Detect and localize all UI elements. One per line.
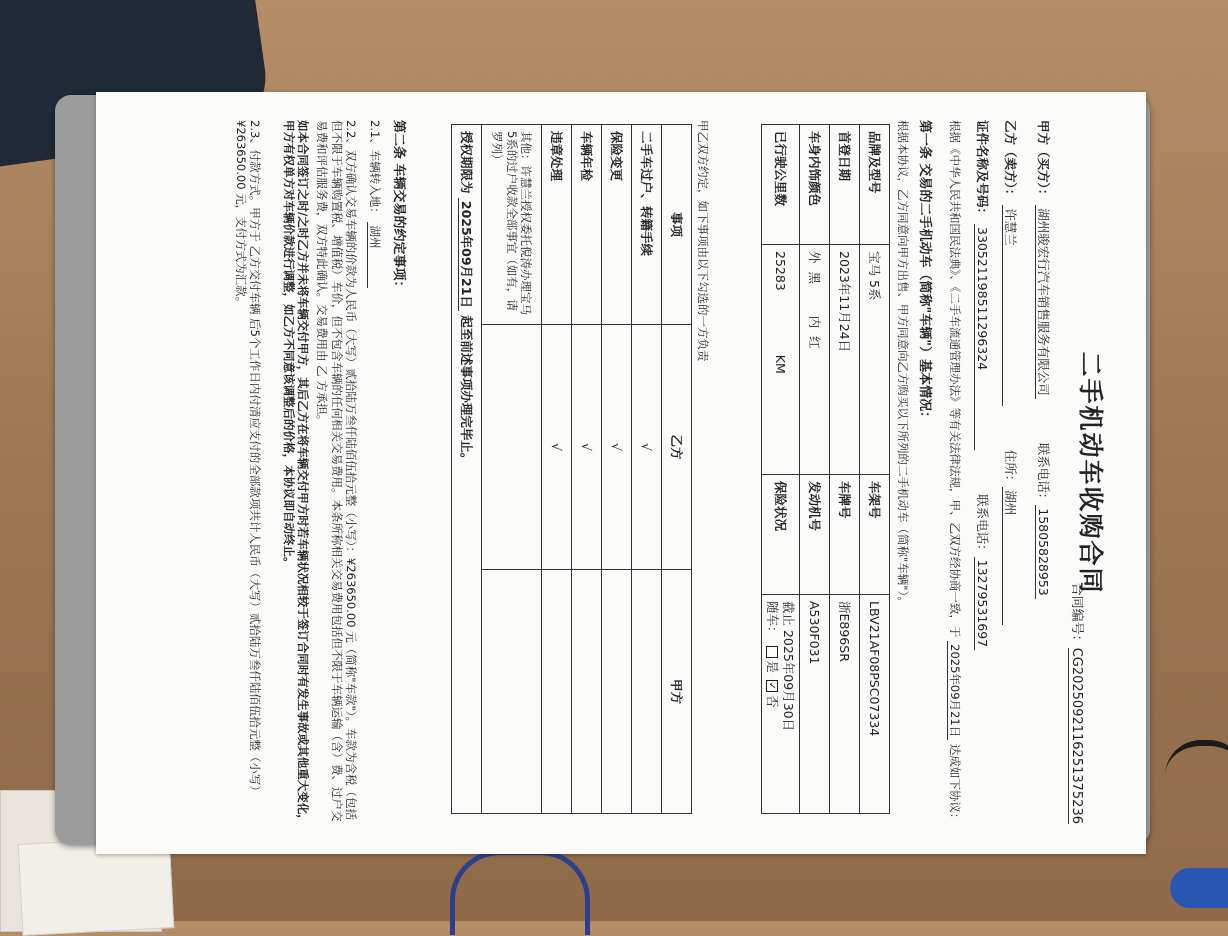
- clause-2-2-bold: 如本合同签订之时/之时乙方并未将车辆交付甲方，其后乙方在将车辆交付甲方时若车辆状况相较于签订合同时有发生事故或其他重大变化，甲方有权单方对车辆价款进行调整，如乙方不同意该调整后的价格，本协议即自动终止。: [281, 120, 310, 826]
- contract-document: [96, 92, 1146, 854]
- mileage-value: 25283: [773, 251, 789, 291]
- insurance-label: 保险状况: [761, 475, 799, 595]
- vehicle-table: [761, 124, 890, 814]
- duty-item: 保险变更: [602, 125, 632, 325]
- engine-label: 发动机号: [800, 475, 830, 595]
- deadline-label: 授权期限为: [459, 131, 475, 194]
- party-b-phone: 13279531697: [974, 557, 990, 650]
- insurance-transfer: [765, 601, 781, 807]
- header-party-a: 甲方: [662, 570, 692, 814]
- vin-value: LBV21AF08PSC07334: [860, 595, 890, 814]
- brand-value: 宝马 5系: [860, 245, 890, 475]
- duty-a-check: [572, 570, 602, 814]
- table-row: [482, 125, 542, 814]
- deadline-value: 2025年09月21日: [458, 198, 474, 311]
- duty-b-check: √: [632, 325, 662, 570]
- party-a-phone: 15805828953: [1035, 505, 1051, 598]
- id-number: 330521198511296324: [974, 224, 990, 450]
- reg-date-label: 首登日期: [830, 125, 860, 245]
- party-b-row: [1002, 120, 1018, 625]
- duty-table: [451, 124, 692, 814]
- clause-2-2: 2.2、双方确认交易车辆的价款为人民币（大写）贰拾陆万叁仟陆佰伍拾元整（小写）：¥263650.00 元（简称"车款"）。车款为含税（包括但不限于车辆购置税、增值税）车价，但不包含车辆的任何相关交易费用。本条所称相关交易费用包括但不限于车辆运输（含）费、过户交易费和评估服务费，双方特此确认。交易费用由 乙 方承担。: [315, 120, 358, 822]
- table-row: [602, 125, 632, 814]
- clause-2-1: [368, 120, 382, 288]
- party-a-name: 湖州骏宏行汽车销售服务有限公司: [1035, 205, 1051, 399]
- insurance-transfer-label: 随车：: [765, 601, 781, 639]
- insurance-until: 截止 2025年09月30日: [781, 601, 796, 732]
- color-value: 外 黑 内 红: [800, 245, 830, 475]
- duty-item-other: 其他：许慧兰授权委托倪涛办理宝马5系的过户收款全部事宜（如有，请罗列）: [482, 125, 542, 325]
- plate-value: 浙E896SR: [830, 595, 860, 814]
- article2-title: 第二条 车辆交易的约定事项：: [391, 120, 406, 294]
- contract-paper: [96, 92, 1146, 854]
- clause-2-1-label: 2.1、车辆转入地：: [368, 120, 382, 219]
- party-a-label: 甲方（买方）：: [1036, 120, 1051, 202]
- insurance-cell: [761, 595, 799, 814]
- table-row: [830, 125, 860, 814]
- duty-a-check: [632, 570, 662, 814]
- article1-intro: 根据本协议，乙方同意向甲方出售、甲方同意向乙方购买以下所列的二手机动车（简称"车辆"）。: [896, 120, 910, 608]
- table-row: [542, 125, 572, 814]
- table-row: [860, 125, 890, 814]
- duty-item: 违章处理: [542, 125, 572, 325]
- duty-a-check: [602, 570, 632, 814]
- checkbox-no[interactable]: ✓: [765, 681, 777, 691]
- contract-number: [1068, 583, 1084, 824]
- duty-b-check: √: [572, 325, 602, 570]
- yes-label: 是: [765, 660, 781, 674]
- clause-2-1-value: 湖州: [367, 222, 382, 288]
- plate-label: 车牌号: [830, 475, 860, 595]
- duty-a-check: [482, 570, 542, 814]
- mileage-label: 已行驶公里数: [761, 125, 799, 245]
- id-label: 证件名称及号码：: [975, 120, 990, 221]
- table-row: [662, 125, 692, 814]
- table-row: [800, 125, 830, 814]
- binder-clip: [450, 850, 590, 935]
- table-row: [572, 125, 602, 814]
- checkbox-yes[interactable]: [766, 646, 778, 658]
- mileage-cell: [761, 245, 799, 475]
- party-b-addr: 湖州: [1002, 487, 1018, 625]
- color-label: 车身内饰颜色: [800, 125, 830, 245]
- header-item: 事项: [662, 125, 692, 325]
- duty-item: 二手车过户、转籍手续: [632, 125, 662, 325]
- party-b-addr-label: 住所：: [1003, 449, 1018, 488]
- basis-date: 2025年09月21日: [947, 641, 962, 740]
- duty-b-check: √: [602, 325, 632, 570]
- table-row: [632, 125, 662, 814]
- clause-2-3: 2.3、付款方式。甲方于 乙方交付车辆 后5个工作日内付清应支付的全部款项共计人民币（大写）贰拾陆万叁仟陆佰伍拾元整（小写）¥263650.00 元，支付方式为汇款。: [233, 120, 262, 797]
- table-row: [761, 125, 799, 814]
- deadline-tail: 起至前述事项办理完毕止。: [459, 315, 475, 466]
- duty-item: 车辆年检: [572, 125, 602, 325]
- contract-title: 二手机动车收购合同: [1076, 351, 1105, 595]
- duty-intro: 甲乙双方约定，如下事项由以下勾选的一方负责: [696, 120, 710, 362]
- reg-date-value: 2023年11月24日: [830, 245, 860, 475]
- basis-row: [948, 120, 962, 824]
- duty-a-check: [542, 570, 572, 814]
- header-party-b: 乙方: [662, 325, 692, 570]
- vin-label: 车架号: [860, 475, 890, 595]
- basis-text: 根据《中华人民共和国民法典》、《二手车流通管理办法》等有关法律法规，甲、乙双方经协商一致，于: [948, 120, 962, 638]
- table-row: [452, 125, 482, 814]
- brand-label: 品牌及型号: [860, 125, 890, 245]
- article1-title: 第一条 交易的二手机动车（简称"车辆"）基本情况：: [917, 120, 932, 425]
- contract-number-label: 合同编号：: [1069, 582, 1084, 648]
- duty-b-check: [482, 325, 542, 570]
- party-b-label: 乙方（卖方）：: [1003, 120, 1018, 202]
- party-a-row: [1035, 120, 1051, 599]
- pen: [1170, 868, 1228, 908]
- party-a-phone-label: 联系电话：: [1036, 442, 1051, 506]
- basis-tail: 达成如下协议：: [948, 743, 962, 825]
- mileage-unit: KM: [773, 354, 789, 374]
- id-row: [974, 120, 990, 650]
- party-b-phone-label: 联系电话：: [975, 494, 990, 557]
- no-label: 否: [765, 695, 781, 708]
- deadline-cell: [452, 125, 482, 814]
- party-b-name: 许慧兰: [1002, 205, 1018, 406]
- engine-value: A530F031: [800, 595, 830, 814]
- cable: [1165, 740, 1228, 776]
- contract-number-value: CG20250921162513752​36: [1069, 647, 1084, 824]
- duty-b-check: √: [542, 325, 572, 570]
